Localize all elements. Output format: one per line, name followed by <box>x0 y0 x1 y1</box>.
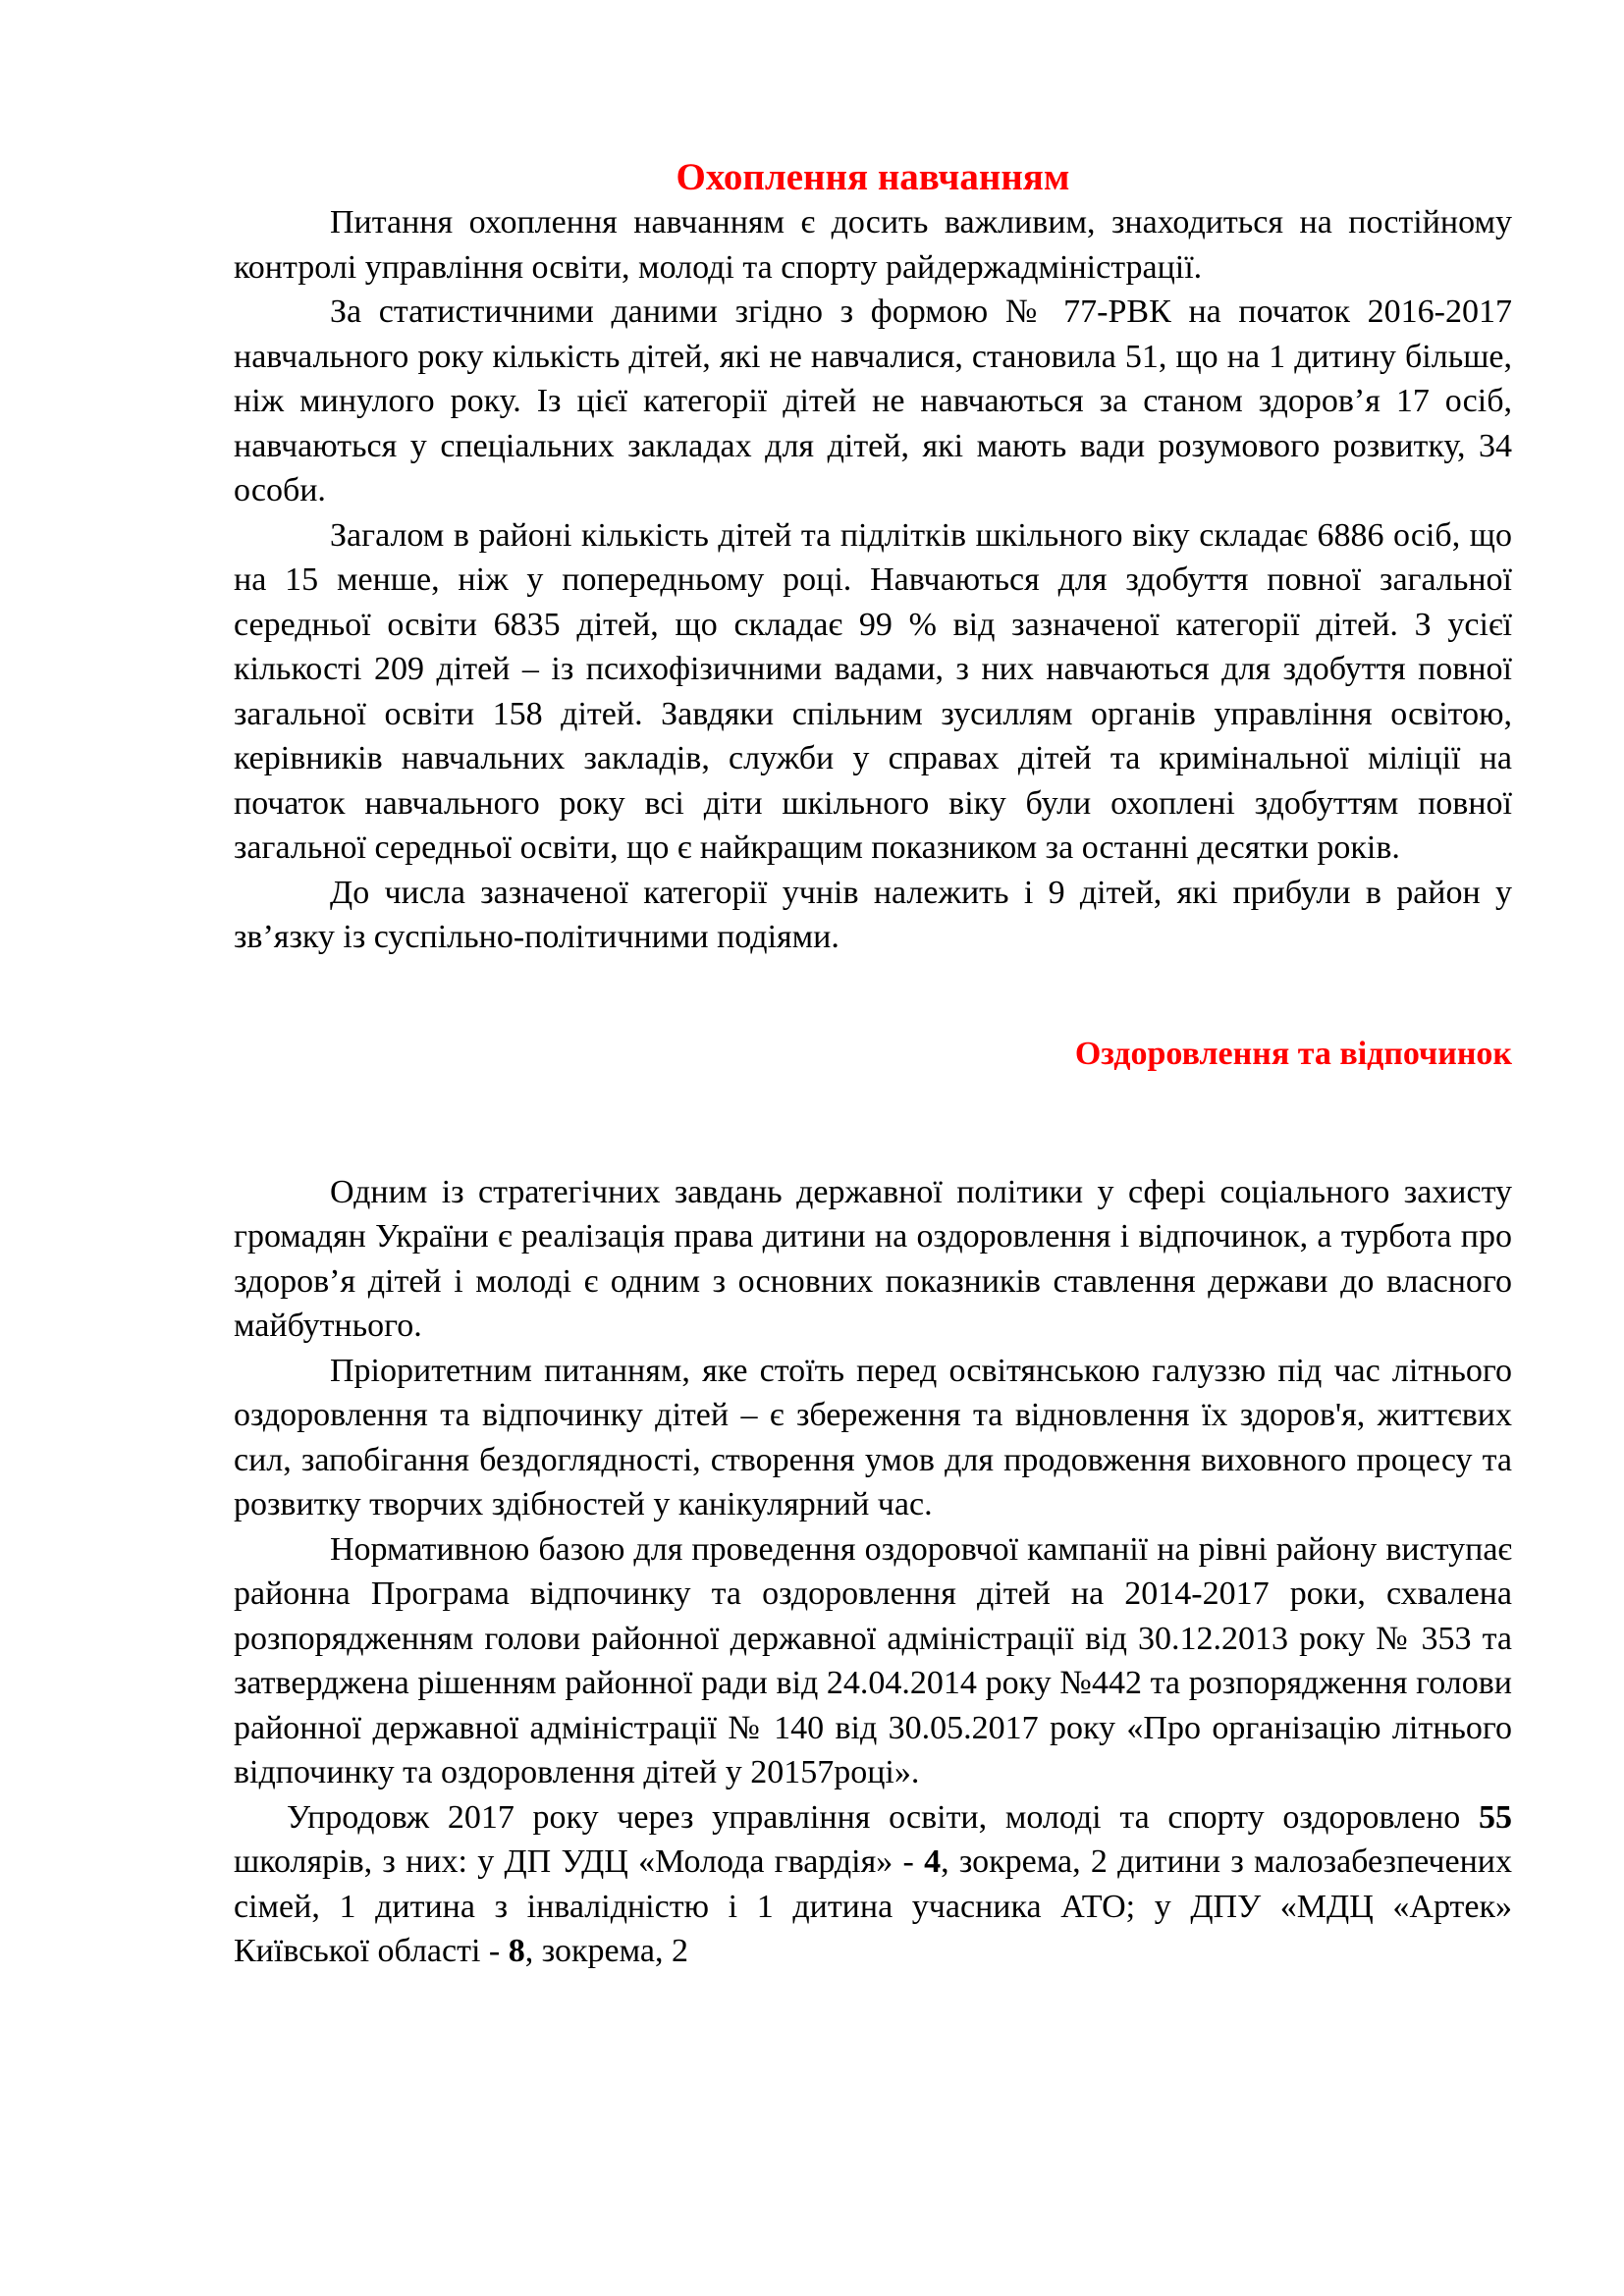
paragraph-summer-statistics <box>234 1795 1512 1974</box>
paragraph: Одним із стратегічних завдань державної політики у сфері соціального захисту громадян України є реалізація права дитини на оздоровлення і відпочинок, а турбота про здоров’я дітей і молоді є одним з основних показників ставлення держави до власного майбутнього. <box>234 1173 1512 1344</box>
section-title-education-coverage: Охоплення навчанням <box>676 156 1070 198</box>
count-molodagvardiya: 4 <box>924 1843 942 1880</box>
paragraph: За статистичними даними згідно з формою № 77-РВК на початок 2016-2017 навчального року кількість дітей, які не навчалися, становила 51, що на 1 дитину більше, ніж минулого року. Із цієї категорії дітей не навчаються за станом здоров’я 17 осіб, навчаються у спеціальних закладах для дітей, які мають вади розумового розвитку, 34 особи. <box>234 294 1512 508</box>
paragraph: До числа зазначеної категорії учнів належить і 9 дітей, які прибули в район у зв’язку із суспільно-політичними подіями. <box>234 874 1512 955</box>
text-run: , зокрема, 2 <box>524 1933 688 1969</box>
text-run: , зокрема, 2 дитини з малозабезпечених сімей, 1 дитина з інвалідністю і 1 дитина учасника АТО; у ДПУ «МДЦ «Артек» Київської області - <box>234 1843 1512 1969</box>
text-run: Упродовж 2017 року через управління освіти, молоді та спорту оздоровлено <box>287 1798 1479 1836</box>
paragraph: Нормативною базою для проведення оздоровчої кампанії на рівні району виступає районна Програма відпочинку та оздоровлення дітей на 2014-2017 роки, схвалена розпорядженням голови районної державної адміністрації від 30.12.2013 року № 353 та затверджена рішенням районної ради від 24.04.2014 року №442 та розпорядження голови районної державної адміністрації № 140 від 30.05.2017 року «Про організацію літнього відпочинку та оздоровлення дітей у 20157році». <box>234 1530 1512 1790</box>
paragraph: Питання охоплення навчанням є досить важливим, знаходиться на постійному контролі управління освіти, молоді та спорту райдержадміністрації. <box>234 204 1512 286</box>
text-run: школярів, з них: у ДП УДЦ «Молода гвардія» - <box>234 1843 925 1880</box>
count-total: 55 <box>1479 1798 1512 1836</box>
paragraph: Загалом в районі кількість дітей та підлітків шкільного віку складає 6886 осіб, що на 15 менше, ніж у попередньому році. Навчаються для здобуття повної загальної середньої освіти 6835 дітей, що складає 99 % від зазначеної категорії дітей. З усієї кількості 209 дітей – із психофізичними вадами, з них навчаються для здобуття повної загальної освіти 158 дітей. Завдяки спільним зусиллям органів управління освітою, керівників навчальних закладів, служби у справах дітей та кримінальної міліції на початок навчального року всі діти шкільного віку були охоплені здобуттям повної загальної середньої освіти, що є найкращим показником за останні десятки років. <box>234 516 1512 866</box>
paragraph: Пріоритетним питанням, яке стоїть перед освітянською галуззю під час літнього оздоровлення та відпочинку дітей – є збереження та відновлення їх здоров'я, життєвих сил, запобігання бездоглядності, створення умов для продовження виховного процесу та розвитку творчих здібностей у канікулярний час. <box>234 1352 1512 1522</box>
document-page <box>234 147 1512 1974</box>
section-title-health-recreation: Оздоровлення та відпочинок <box>1074 1035 1512 1072</box>
count-artek: 8 <box>508 1933 525 1969</box>
